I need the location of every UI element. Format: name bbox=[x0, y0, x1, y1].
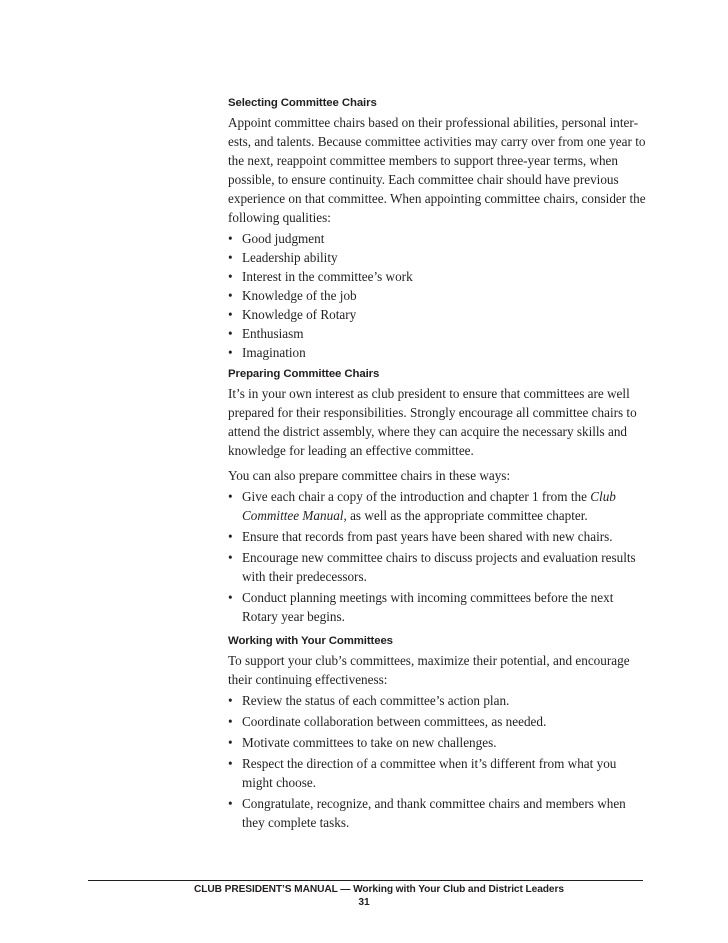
preparing-paragraph-2: You can also prepare committee chairs in these ways: bbox=[228, 468, 511, 483]
preparing-paragraph-1: It’s in your own interest as club president to ensure that committees are well prepared for their responsibilities. Strongly encourage all committee chairs to attend the district assembly, where they can acquire the necessary skills and knowledge for leading an effective committee. bbox=[228, 386, 637, 458]
list-item: • Coordinate collaboration between committees, as needed. bbox=[228, 712, 648, 731]
list-item-text: as well as the appropriate committee chapter. bbox=[346, 508, 588, 523]
list-item: • Enthusiasm bbox=[228, 324, 648, 343]
list-item: • Leadership ability bbox=[228, 248, 648, 267]
qualities-list bbox=[228, 229, 648, 362]
list-item: • Review the status of each committee’s action plan. bbox=[228, 691, 648, 710]
section-heading-selecting: Selecting Committee Chairs bbox=[228, 97, 377, 109]
running-title: CLUB PRESIDENT’S MANUAL — Working with Your Club and District Leaders bbox=[194, 884, 564, 895]
working-list bbox=[228, 691, 648, 832]
section-heading-preparing: Preparing Committee Chairs bbox=[228, 368, 380, 380]
page-number: 31 bbox=[358, 897, 370, 908]
list-item: • Motivate committees to take on new challenges. bbox=[228, 733, 648, 752]
list-item: • Imagination bbox=[228, 343, 648, 362]
list-item: • Good judgment bbox=[228, 229, 648, 248]
list-item bbox=[228, 487, 648, 525]
list-item: • Knowledge of Rotary bbox=[228, 305, 648, 324]
list-item: • Congratulate, recognize, and thank committee chairs and members when they complete tasks. bbox=[228, 794, 648, 832]
list-item: • Interest in the committee’s work bbox=[228, 267, 648, 286]
footer-rule bbox=[88, 880, 643, 881]
list-item: • Conduct planning meetings with incoming committees before the next Rotary year begins. bbox=[228, 588, 648, 626]
list-item: • Encourage new committee chairs to discuss projects and evaluation results with their predecessors. bbox=[228, 548, 648, 586]
preparing-list bbox=[228, 487, 648, 626]
working-paragraph: To support your club’s committees, maximize their potential, and encourage their continuing effectiveness: bbox=[228, 653, 630, 687]
section-heading-working: Working with Your Committees bbox=[228, 635, 393, 647]
list-item-text: Give each chair a copy of the introduction and chapter 1 from the bbox=[242, 489, 591, 504]
list-item: • Knowledge of the job bbox=[228, 286, 648, 305]
manual-title: Club Committee Manual, bbox=[242, 489, 616, 523]
selecting-paragraph: Appoint committee chairs based on their professional abilities, personal interests, and talents. Because committee activities may carry over from one year to the next, reappoint committee members to support three-year terms, when possible, to ensure continuity. Each committee chair should have previous experience on that committee. When appointing committee chairs, consider the following qualities: bbox=[228, 115, 646, 225]
list-item: • Respect the direction of a committee when it’s different from what you might choose. bbox=[228, 754, 648, 792]
page-body bbox=[228, 94, 648, 834]
list-item: • Ensure that records from past years have been shared with new chairs. bbox=[228, 527, 648, 546]
